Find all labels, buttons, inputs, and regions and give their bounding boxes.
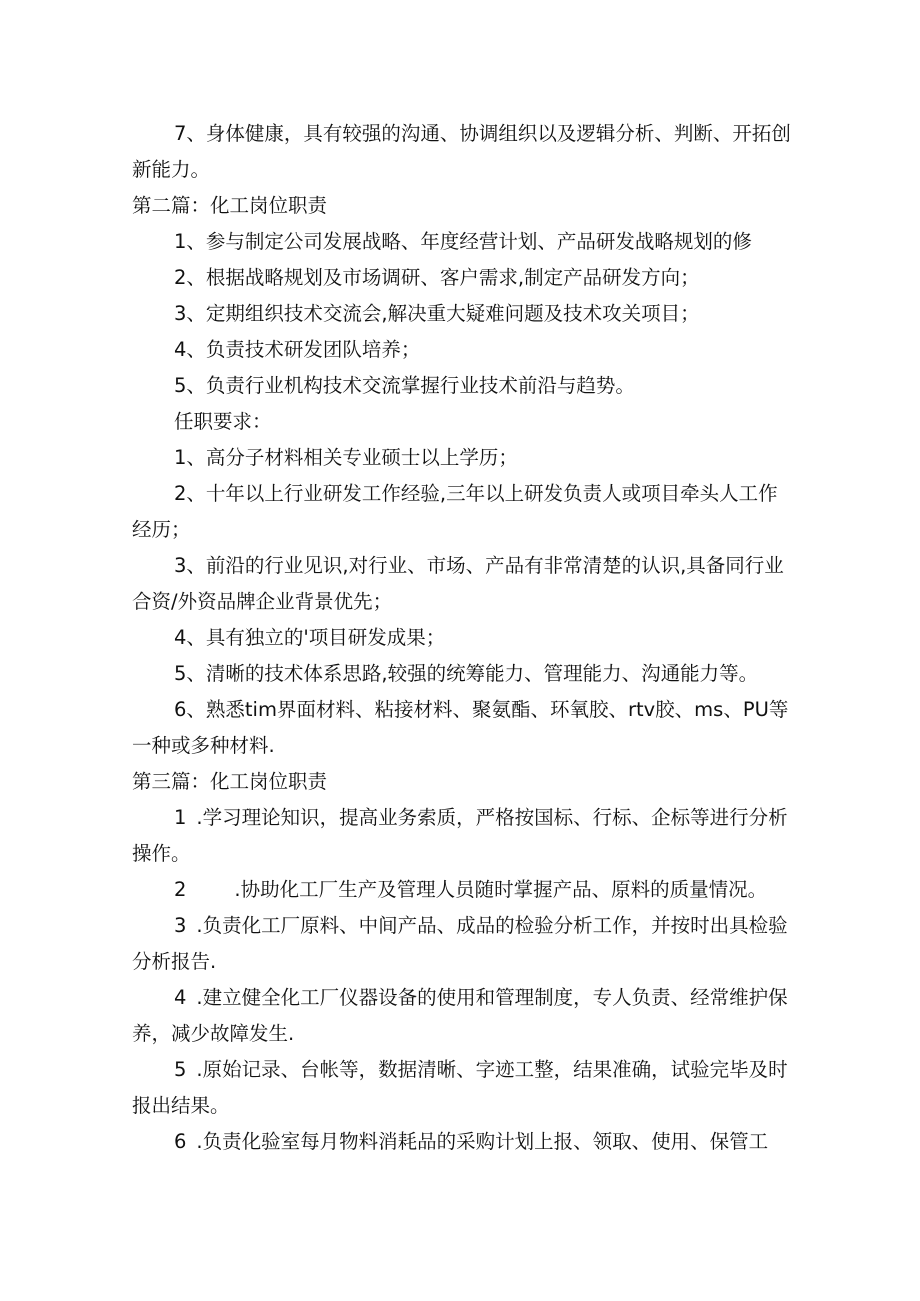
item-text: .学习理论知识，提高业务索质，严格按国标、行标、企标等进行分析操作。 bbox=[132, 806, 788, 865]
paragraph-requirement-4: 4、具有独立的'项目研发成果； bbox=[174, 626, 446, 649]
document-body bbox=[132, 116, 794, 1160]
numbered-paragraph-6 bbox=[132, 1124, 794, 1160]
item-number: 3 bbox=[174, 914, 187, 937]
paragraph-duty-5: 5、负责行业机构技术交流掌握行业技术前沿与趋势。 bbox=[174, 374, 635, 397]
item-text: .原始记录、台帐等，数据清晰、字迹工整，结果准确，试验完毕及时报出结果。 bbox=[132, 1058, 788, 1117]
section-heading-3: 第三篇：化工岗位职责 bbox=[132, 770, 328, 793]
item-text: .协助化工厂生产及管理人员随时掌握产品、原料的质量情况。 bbox=[234, 878, 768, 901]
numbered-paragraph-4 bbox=[132, 980, 794, 1052]
item-text: .建立健全化工厂仪器设备的使用和管理制度，专人负责、经常维护保养，减少故障发生. bbox=[132, 986, 788, 1045]
paragraph-duty-2: 2、根据战略规划及市场调研、客户需求,制定产品研发方向； bbox=[174, 266, 700, 289]
item-number: 4 bbox=[174, 986, 187, 1009]
paragraph-requirement-6: 6、熟悉tim界面材料、粘接材料、聚氨酯、环氧胶、rtv胶、ms、PU等一种或多种材料. bbox=[132, 698, 789, 757]
item-number: 2 bbox=[174, 878, 187, 901]
paragraph-requirement-1: 1、高分子材料相关专业硕士以上学历； bbox=[174, 446, 518, 469]
numbered-paragraph-2 bbox=[132, 872, 794, 908]
item-number: 6 bbox=[174, 1130, 187, 1153]
numbered-paragraph-1 bbox=[132, 800, 794, 872]
item-number: 5 bbox=[174, 1058, 187, 1081]
paragraph-duty-3: 3、定期组织技术交流会,解决重大疑难问题及技术攻关项目； bbox=[174, 302, 700, 325]
item-text: .负责化验室每月物料消耗品的采购计划上报、领取、使用、保管工 bbox=[196, 1130, 769, 1153]
numbered-paragraph-3 bbox=[132, 908, 794, 980]
item-number: 1 bbox=[174, 806, 187, 829]
item-text: .负责化工厂原料、中间产品、成品的检验分析工作，并按时出具检验分析报告. bbox=[132, 914, 788, 973]
paragraph-requirement-7: 7、身体健康，具有较强的沟通、协调组织以及逻辑分析、判断、开拓创新能力。 bbox=[132, 122, 791, 181]
paragraph-requirement-5: 5、清晰的技术体系思路,较强的统筹能力、管理能力、沟通能力等。 bbox=[174, 662, 759, 685]
numbered-paragraph-5 bbox=[132, 1052, 794, 1124]
section-heading-2: 第二篇：化工岗位职责 bbox=[132, 194, 328, 217]
paragraph-requirement-3: 3、前沿的行业见识,对行业、市场、产品有非常清楚的认识,具备同行业合资/外资品牌企业背景优先； bbox=[132, 554, 784, 613]
paragraph-requirement-2: 2、十年以上行业研发工作经验,三年以上研发负责人或项目牵头人工作经历； bbox=[132, 482, 778, 541]
requirements-label: 任职要求： bbox=[174, 410, 272, 433]
paragraph-duty-4: 4、负责技术研发团队培养； bbox=[174, 338, 421, 361]
paragraph-duty-1: 1、参与制定公司发展战略、年度经营计划、产品研发战略规划的修 bbox=[174, 230, 752, 253]
